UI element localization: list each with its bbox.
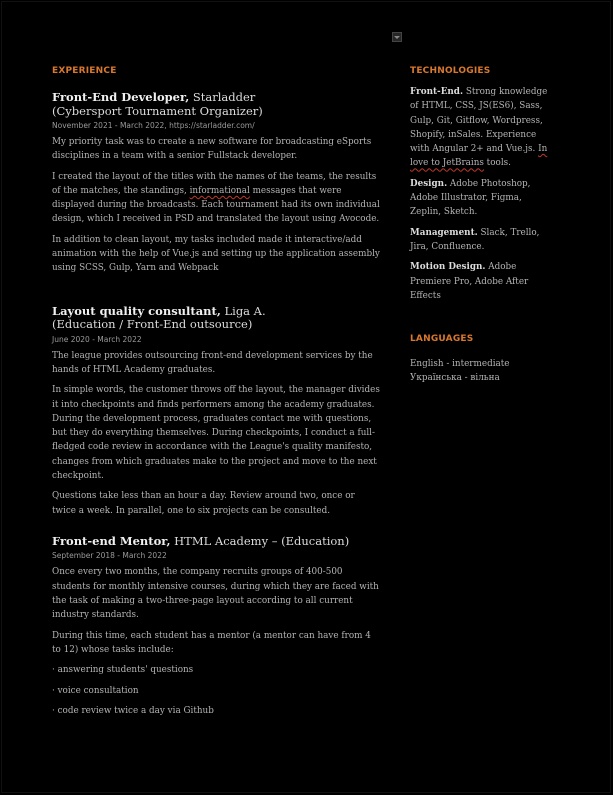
job-htmlacademy	[52, 535, 380, 718]
job-dates: June 2020 - March 2022	[52, 334, 142, 344]
tech-label: Front-End.	[410, 87, 464, 97]
job-description: In simple words, the customer throws off the layout, the manager divides it into checkpoints and finds performers among the academy graduates. During the development process, graduates contact me with questions, but they do everything themselves. During checkpoints, I conduct a full-fledged code review in accordance with the League's quality manifesto, changes from which graduates make to the project and move to the next checkpoint.	[52, 385, 380, 482]
job-description: My priority task was to create a new software for broadcasting eSports disciplines in a team with a senior Fullstack developer.	[52, 137, 372, 162]
tech-label: Motion Design.	[410, 262, 486, 273]
job-description	[52, 170, 380, 227]
job-description: The league provides outsourcing front-end development services by the hands of HTML Academy graduates.	[52, 350, 373, 375]
job-liga	[52, 305, 380, 518]
dropdown-toggle-button[interactable]	[392, 32, 402, 42]
job-role: Layout quality consultant,	[52, 303, 221, 318]
list-item: · voice consultation	[52, 685, 139, 696]
job-role: Front-End Developer,	[52, 90, 190, 104]
job-company: Liga A.	[220, 303, 266, 318]
job-company: HTML Academy – (Education)	[170, 533, 350, 548]
experience-column	[52, 66, 380, 735]
tech-frontend	[410, 85, 550, 171]
tech-text: Adobe Premiere Pro, Adobe After Effects	[410, 262, 529, 301]
language-ukrainian: Українська - вільна	[410, 373, 500, 384]
job-role: Front-end Mentor,	[52, 533, 171, 548]
tech-text: Slack, Trello, Jira, Confluence.	[410, 227, 540, 252]
job-title	[52, 91, 380, 105]
job-description-text: I created the layout of the titles with the names of the teams, the results of the matches, the standings,	[52, 171, 377, 196]
tech-label: Design.	[410, 178, 448, 189]
job-description: During this time, each student has a mentor (a mentor can have from 4 to 12) whose tasks include:	[52, 630, 371, 655]
languages-heading: LANGUAGES	[410, 334, 474, 345]
job-description: Questions take less than an hour a day. Review around two, once or twice a week. In parallel, one to six projects can be consulted.	[52, 491, 355, 516]
job-title	[52, 305, 380, 319]
language-english: English - intermediate	[410, 359, 510, 370]
job-description-text: messages that were displayed during the broadcasts. Each tournament had its own individual design, which I received in PSD and translated the layout using Avocode.	[52, 185, 380, 225]
job-dates: September 2018 - March 2022	[52, 551, 167, 561]
tech-text: Strong knowledge of HTML, CSS, JS(ES6), Sass, Gulp, Git, Gitflow, Wordpress, Shopify, inSales. Experience with Angular 2+ and Vue.js.	[410, 87, 548, 155]
chevron-down-icon	[394, 36, 400, 39]
experience-heading: EXPERIENCE	[52, 66, 117, 76]
list-item: · answering students' questions	[52, 665, 194, 676]
job-subtitle: (Cybersport Tournament Organizer)	[52, 103, 263, 118]
technologies-heading: TECHNOLOGIES	[410, 66, 491, 76]
tech-text: tools.	[483, 158, 511, 169]
job-description: In addition to clean layout, my tasks included made it interactive/add animation with the help of Vue.js and setting up the application assembly using SCSS, Gulp, Yarn and Webpack	[52, 234, 380, 274]
job-subtitle: (Education / Front-End outsource)	[52, 317, 253, 332]
job-company: Starladder	[189, 90, 256, 104]
tech-text: Adobe Photoshop, Adobe Illustrator, Figma, Zeplin, Sketch.	[410, 178, 531, 218]
tech-management	[410, 226, 550, 255]
tech-motion-design	[410, 260, 550, 303]
sidebar-column	[410, 66, 550, 386]
list-item: · code review twice a day via Github	[52, 705, 214, 716]
job-dates: November 2021 - March 2022, https://starladder.com/	[52, 121, 255, 130]
job-description: Once every two months, the company recruits groups of 400-500 students for monthly intensive courses, during which they are faced with the task of making a two-three-page layout according to all current industry standards.	[52, 567, 379, 621]
job-starladder	[52, 91, 380, 276]
spellcheck-marked-phrase[interactable]: In love to JetBrains	[410, 144, 548, 169]
job-title	[52, 535, 380, 549]
tech-label: Management.	[410, 227, 478, 238]
tech-design	[410, 177, 550, 220]
spellcheck-marked-word[interactable]: informational	[189, 185, 250, 196]
